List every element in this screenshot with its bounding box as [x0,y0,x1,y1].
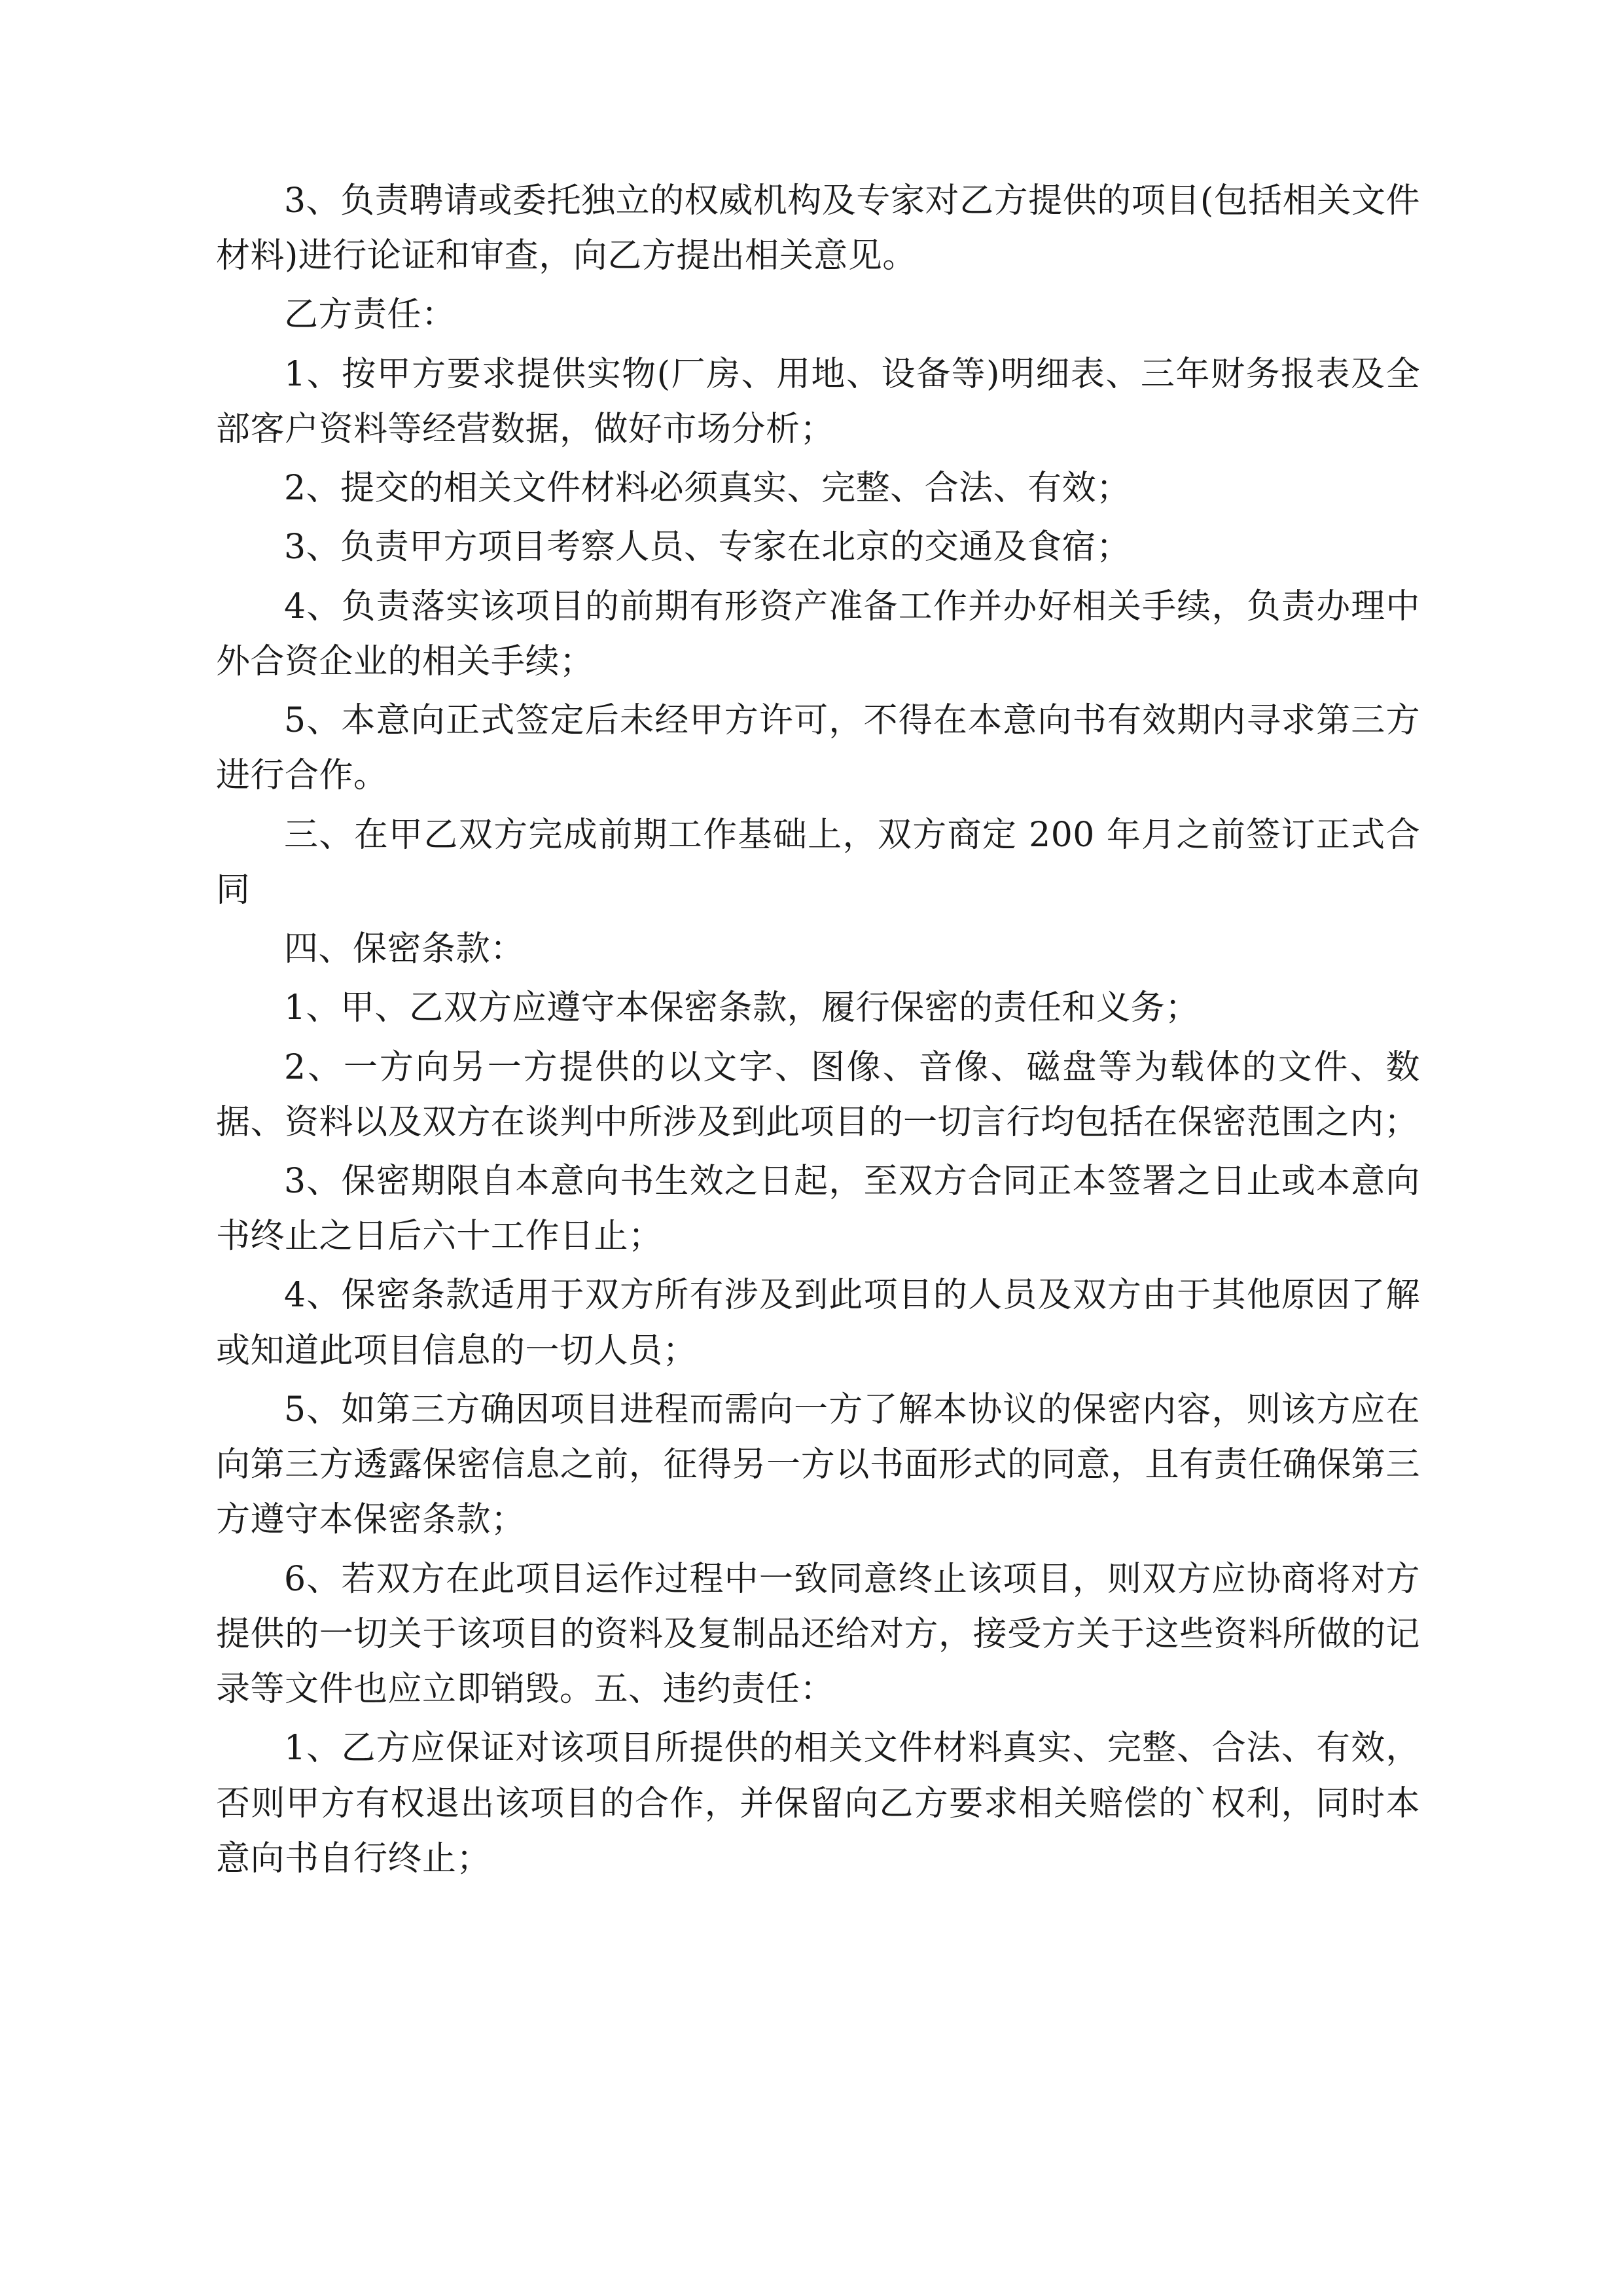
paragraph: 三、在甲乙双方完成前期工作基础上，双方商定 200 年月之前签订正式合同 [216,815,1420,910]
paragraph: 5、本意向正式签定后未经甲方许可，不得在本意向书有效期内寻求第三方进行合作。 [216,701,1420,796]
paragraph: 4、保密条款适用于双方所有涉及到此项目的人员及双方由于其他原因了解或知道此项目信息的一切人员； [216,1276,1420,1371]
paragraph: 3、负责甲方项目考察人员、专家在北京的交通及食宿； [284,528,1131,567]
paragraph: 四、保密条款： [284,929,525,969]
paragraph: 1、乙方应保证对该项目所提供的相关文件材料真实、完整、合法、有效，否则甲方有权退出该项目的合作，并保留向乙方要求相关赔偿的`权利，同时本意向书自行终止； [216,1729,1420,1878]
paragraph: 2、一方向另一方提供的以文字、图像、音像、磁盘等为载体的文件、数据、资料以及双方在谈判中所涉及到此项目的一切言行均包括在保密范围之内； [216,1047,1420,1142]
paragraph: 乙方责任： [284,295,456,335]
paragraph: 3、保密期限自本意向书生效之日起，至双方合同正本签署之日止或本意向书终止之日后六十工作日止； [216,1161,1420,1257]
paragraph: 1、按甲方要求提供实物(厂房、用地、设备等)明细表、三年财务报表及全部客户资料等经营数据，做好市场分析； [216,354,1420,449]
paragraph: 1、甲、乙双方应遵守本保密条款，履行保密的责任和义务； [284,988,1200,1028]
paragraph: 3、负责聘请或委托独立的权威机构及专家对乙方提供的项目(包括相关文件材料)进行论证和审查，向乙方提出相关意见。 [216,181,1420,276]
document-body [216,173,1420,1890]
paragraph: 5、如第三方确因项目进程而需向一方了解本协议的保密内容，则该方应在向第三方透露保密信息之前，征得另一方以书面形式的同意，且有责任确保第三方遵守本保密条款； [216,1390,1420,1540]
paragraph: 2、提交的相关文件材料必须真实、完整、合法、有效； [284,469,1131,509]
paragraph: 6、若双方在此项目运作过程中一致同意终止该项目，则双方应协商将对方提供的一切关于该项目的资料及复制品还给对方，接受方关于这些资料所做的记录等文件也应立即销毁。五、违约责任： [216,1559,1420,1710]
paragraph: 4、负责落实该项目的前期有形资产准备工作并办好相关手续，负责办理中外合资企业的相关手续； [216,586,1420,681]
